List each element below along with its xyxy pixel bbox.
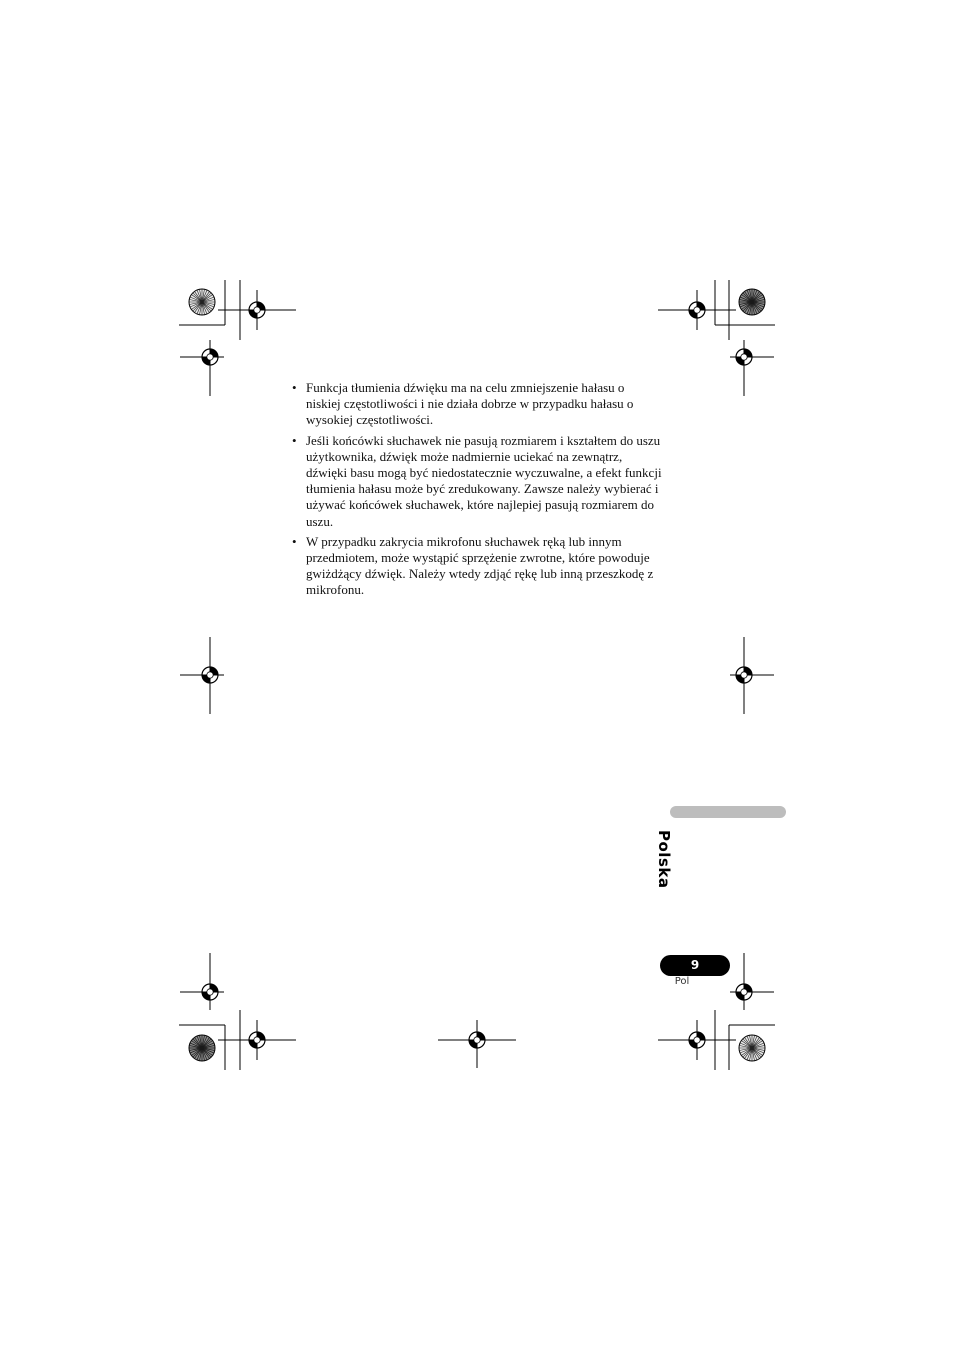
registration-mark-icon	[202, 984, 218, 1000]
page-number-badge: 9	[660, 955, 730, 976]
note-text: Jeśli końcówki słuchawek nie pasują rozmiarem i kształtem do uszu użytkownika, dźwięk może nadmiernie uciekać na zewnątrz, dźwięki basu mogą być niedostatecznie wyczuwalne, a efekt funkcji tłumienia hałasu może być zredukowany. Zawsze należy wybierać i używać końcówek słuchawek, które najlepiej pasują rozmiarem do uszu.	[306, 432, 662, 529]
registration-mark-icon	[736, 349, 752, 365]
bullet-icon: •	[292, 533, 297, 549]
bullet-icon: •	[292, 432, 297, 448]
registration-mark-icon	[469, 1032, 485, 1048]
list-item	[290, 534, 662, 599]
bullet-icon: •	[292, 380, 297, 395]
list-item	[290, 380, 662, 429]
registration-mark-icon	[249, 302, 265, 318]
color-wheel-icon	[189, 1035, 215, 1061]
registration-mark-icon	[736, 984, 752, 1000]
list-item	[290, 433, 662, 530]
color-wheel-icon	[189, 289, 215, 315]
color-wheel-icon	[739, 1035, 765, 1061]
registration-mark-icon	[689, 1032, 705, 1048]
note-text: W przypadku zakrycia mikrofonu słuchawek ręką lub innym przedmiotem, może wystąpić sprzężenie zwrotne, które powoduje gwiżdżący dźwięk. Należy wtedy zdjąć rękę lub inną przeszkodę z mikrofonu.	[306, 533, 654, 598]
color-wheel-icon	[739, 289, 765, 315]
registration-mark-icon	[736, 667, 752, 683]
registration-mark-icon	[689, 302, 705, 318]
note-text: Funkcja tłumienia dźwięku ma na celu zmniejszenie hałasu o niskiej częstotliwości i nie działa dobrze w przypadku hałasu o wysokiej częstotliwości.	[306, 380, 634, 428]
registration-mark-icon	[249, 1032, 265, 1048]
language-tab-label: Polska	[655, 830, 673, 889]
page-language-code: Pol	[674, 976, 690, 987]
language-tab-bar	[670, 806, 786, 818]
notes-list	[290, 380, 662, 603]
registration-mark-icon	[202, 349, 218, 365]
registration-mark-icon	[202, 667, 218, 683]
